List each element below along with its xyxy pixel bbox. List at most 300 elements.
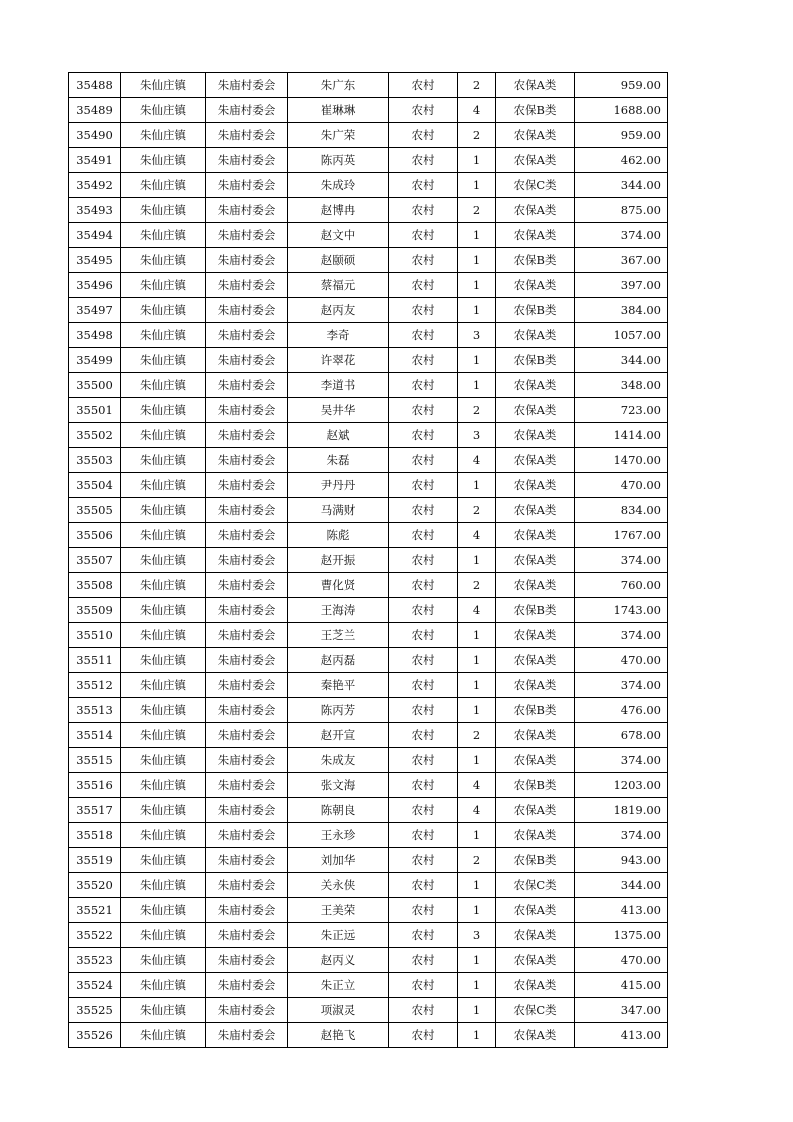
cell-person-name: 朱广荣	[288, 123, 389, 148]
cell-record-id: 35514	[69, 723, 121, 748]
cell-amount: 1470.00	[575, 448, 668, 473]
cell-amount: 374.00	[575, 673, 668, 698]
cell-insurance-category: 农保A类	[496, 898, 575, 923]
cell-town: 朱仙庄镇	[121, 423, 206, 448]
cell-village-committee: 朱庙村委会	[206, 973, 288, 998]
cell-town: 朱仙庄镇	[121, 848, 206, 873]
cell-village-committee: 朱庙村委会	[206, 1023, 288, 1048]
cell-village-committee: 朱庙村委会	[206, 548, 288, 573]
table-row	[69, 973, 668, 998]
cell-person-name: 王海涛	[288, 598, 389, 623]
cell-village-committee: 朱庙村委会	[206, 823, 288, 848]
cell-amount: 1057.00	[575, 323, 668, 348]
cell-amount: 760.00	[575, 573, 668, 598]
cell-town: 朱仙庄镇	[121, 323, 206, 348]
cell-member-count: 1	[458, 648, 496, 673]
cell-member-count: 3	[458, 923, 496, 948]
cell-record-id: 35494	[69, 223, 121, 248]
cell-insurance-category: 农保A类	[496, 473, 575, 498]
cell-insurance-category: 农保C类	[496, 873, 575, 898]
cell-household-type: 农村	[389, 473, 458, 498]
cell-person-name: 王美荣	[288, 898, 389, 923]
table-row	[69, 948, 668, 973]
table-row	[69, 373, 668, 398]
cell-member-count: 1	[458, 698, 496, 723]
cell-person-name: 朱成友	[288, 748, 389, 773]
cell-village-committee: 朱庙村委会	[206, 398, 288, 423]
cell-household-type: 农村	[389, 873, 458, 898]
cell-person-name: 陈彪	[288, 523, 389, 548]
cell-village-committee: 朱庙村委会	[206, 423, 288, 448]
cell-amount: 1375.00	[575, 923, 668, 948]
cell-amount: 875.00	[575, 198, 668, 223]
cell-member-count: 1	[458, 823, 496, 848]
table-row	[69, 348, 668, 373]
cell-person-name: 秦艳平	[288, 673, 389, 698]
cell-village-committee: 朱庙村委会	[206, 523, 288, 548]
cell-member-count: 1	[458, 173, 496, 198]
cell-town: 朱仙庄镇	[121, 223, 206, 248]
cell-village-committee: 朱庙村委会	[206, 648, 288, 673]
cell-village-committee: 朱庙村委会	[206, 998, 288, 1023]
cell-household-type: 农村	[389, 523, 458, 548]
cell-village-committee: 朱庙村委会	[206, 348, 288, 373]
cell-town: 朱仙庄镇	[121, 173, 206, 198]
cell-person-name: 赵开振	[288, 548, 389, 573]
cell-amount: 943.00	[575, 848, 668, 873]
cell-record-id: 35496	[69, 273, 121, 298]
cell-member-count: 1	[458, 248, 496, 273]
cell-town: 朱仙庄镇	[121, 723, 206, 748]
cell-record-id: 35516	[69, 773, 121, 798]
cell-household-type: 农村	[389, 548, 458, 573]
cell-amount: 344.00	[575, 173, 668, 198]
cell-insurance-category: 农保A类	[496, 573, 575, 598]
cell-village-committee: 朱庙村委会	[206, 748, 288, 773]
cell-person-name: 赵丙义	[288, 948, 389, 973]
cell-insurance-category: 农保A类	[496, 223, 575, 248]
cell-amount: 347.00	[575, 998, 668, 1023]
cell-household-type: 农村	[389, 248, 458, 273]
table-row	[69, 473, 668, 498]
cell-record-id: 35505	[69, 498, 121, 523]
cell-household-type: 农村	[389, 773, 458, 798]
cell-household-type: 农村	[389, 123, 458, 148]
cell-amount: 374.00	[575, 623, 668, 648]
cell-village-committee: 朱庙村委会	[206, 698, 288, 723]
cell-record-id: 35526	[69, 1023, 121, 1048]
cell-town: 朱仙庄镇	[121, 98, 206, 123]
cell-person-name: 朱广东	[288, 73, 389, 98]
cell-town: 朱仙庄镇	[121, 748, 206, 773]
cell-village-committee: 朱庙村委会	[206, 198, 288, 223]
cell-household-type: 农村	[389, 723, 458, 748]
table-row	[69, 248, 668, 273]
cell-amount: 374.00	[575, 548, 668, 573]
table-row	[69, 398, 668, 423]
cell-amount: 374.00	[575, 823, 668, 848]
cell-member-count: 3	[458, 323, 496, 348]
cell-household-type: 农村	[389, 1023, 458, 1048]
cell-insurance-category: 农保C类	[496, 998, 575, 1023]
cell-household-type: 农村	[389, 323, 458, 348]
cell-town: 朱仙庄镇	[121, 298, 206, 323]
cell-town: 朱仙庄镇	[121, 773, 206, 798]
cell-village-committee: 朱庙村委会	[206, 223, 288, 248]
cell-household-type: 农村	[389, 348, 458, 373]
cell-household-type: 农村	[389, 148, 458, 173]
cell-town: 朱仙庄镇	[121, 523, 206, 548]
cell-record-id: 35510	[69, 623, 121, 648]
cell-amount: 1743.00	[575, 598, 668, 623]
table-row	[69, 448, 668, 473]
cell-person-name: 项淑灵	[288, 998, 389, 1023]
cell-member-count: 2	[458, 573, 496, 598]
cell-person-name: 陈丙芳	[288, 698, 389, 723]
cell-record-id: 35498	[69, 323, 121, 348]
cell-town: 朱仙庄镇	[121, 698, 206, 723]
cell-person-name: 王芝兰	[288, 623, 389, 648]
cell-village-committee: 朱庙村委会	[206, 273, 288, 298]
cell-member-count: 1	[458, 998, 496, 1023]
cell-person-name: 朱磊	[288, 448, 389, 473]
cell-member-count: 1	[458, 673, 496, 698]
cell-person-name: 赵博冉	[288, 198, 389, 223]
cell-person-name: 张文海	[288, 773, 389, 798]
cell-village-committee: 朱庙村委会	[206, 873, 288, 898]
cell-record-id: 35500	[69, 373, 121, 398]
cell-member-count: 1	[458, 873, 496, 898]
cell-household-type: 农村	[389, 273, 458, 298]
cell-amount: 1688.00	[575, 98, 668, 123]
cell-insurance-category: 农保A类	[496, 748, 575, 773]
cell-record-id: 35488	[69, 73, 121, 98]
cell-person-name: 陈朝良	[288, 798, 389, 823]
cell-person-name: 赵斌	[288, 423, 389, 448]
table-row	[69, 423, 668, 448]
cell-member-count: 1	[458, 373, 496, 398]
cell-record-id: 35523	[69, 948, 121, 973]
cell-insurance-category: 农保A类	[496, 123, 575, 148]
cell-village-committee: 朱庙村委会	[206, 723, 288, 748]
cell-village-committee: 朱庙村委会	[206, 898, 288, 923]
cell-household-type: 农村	[389, 973, 458, 998]
cell-amount: 470.00	[575, 473, 668, 498]
cell-person-name: 王永珍	[288, 823, 389, 848]
cell-household-type: 农村	[389, 198, 458, 223]
cell-household-type: 农村	[389, 998, 458, 1023]
cell-household-type: 农村	[389, 73, 458, 98]
cell-person-name: 吴井华	[288, 398, 389, 423]
cell-amount: 344.00	[575, 348, 668, 373]
cell-member-count: 1	[458, 973, 496, 998]
cell-person-name: 崔琳琳	[288, 98, 389, 123]
cell-member-count: 2	[458, 723, 496, 748]
cell-member-count: 2	[458, 73, 496, 98]
table-row	[69, 223, 668, 248]
cell-record-id: 35490	[69, 123, 121, 148]
cell-person-name: 李道书	[288, 373, 389, 398]
cell-village-committee: 朱庙村委会	[206, 473, 288, 498]
cell-insurance-category: 农保A类	[496, 148, 575, 173]
cell-village-committee: 朱庙村委会	[206, 623, 288, 648]
table-row	[69, 798, 668, 823]
cell-person-name: 赵艳飞	[288, 1023, 389, 1048]
cell-person-name: 刘加华	[288, 848, 389, 873]
table-row	[69, 673, 668, 698]
cell-insurance-category: 农保B类	[496, 348, 575, 373]
cell-town: 朱仙庄镇	[121, 1023, 206, 1048]
cell-village-committee: 朱庙村委会	[206, 948, 288, 973]
table-row	[69, 1023, 668, 1048]
cell-town: 朱仙庄镇	[121, 823, 206, 848]
cell-member-count: 4	[458, 448, 496, 473]
cell-person-name: 赵开宣	[288, 723, 389, 748]
cell-amount: 959.00	[575, 73, 668, 98]
cell-member-count: 4	[458, 523, 496, 548]
cell-record-id: 35501	[69, 398, 121, 423]
cell-household-type: 农村	[389, 748, 458, 773]
table-row	[69, 273, 668, 298]
cell-person-name: 李奇	[288, 323, 389, 348]
cell-insurance-category: 农保B类	[496, 598, 575, 623]
cell-town: 朱仙庄镇	[121, 648, 206, 673]
cell-record-id: 35506	[69, 523, 121, 548]
cell-insurance-category: 农保A类	[496, 723, 575, 748]
cell-household-type: 农村	[389, 498, 458, 523]
cell-insurance-category: 农保B类	[496, 698, 575, 723]
cell-town: 朱仙庄镇	[121, 673, 206, 698]
cell-town: 朱仙庄镇	[121, 198, 206, 223]
cell-town: 朱仙庄镇	[121, 473, 206, 498]
cell-insurance-category: 农保A类	[496, 198, 575, 223]
cell-record-id: 35519	[69, 848, 121, 873]
cell-insurance-category: 农保A类	[496, 948, 575, 973]
table-row	[69, 323, 668, 348]
cell-member-count: 4	[458, 773, 496, 798]
cell-town: 朱仙庄镇	[121, 373, 206, 398]
cell-insurance-category: 农保B类	[496, 248, 575, 273]
cell-record-id: 35511	[69, 648, 121, 673]
cell-record-id: 35497	[69, 298, 121, 323]
cell-insurance-category: 农保A类	[496, 648, 575, 673]
table-row	[69, 73, 668, 98]
cell-amount: 344.00	[575, 873, 668, 898]
cell-insurance-category: 农保A类	[496, 323, 575, 348]
table-row	[69, 523, 668, 548]
records-table-body	[69, 73, 668, 1048]
cell-member-count: 1	[458, 348, 496, 373]
cell-amount: 959.00	[575, 123, 668, 148]
cell-member-count: 1	[458, 748, 496, 773]
cell-town: 朱仙庄镇	[121, 898, 206, 923]
cell-town: 朱仙庄镇	[121, 623, 206, 648]
table-row	[69, 648, 668, 673]
cell-record-id: 35489	[69, 98, 121, 123]
cell-person-name: 关永侠	[288, 873, 389, 898]
cell-insurance-category: 农保A类	[496, 423, 575, 448]
cell-town: 朱仙庄镇	[121, 73, 206, 98]
cell-record-id: 35515	[69, 748, 121, 773]
cell-household-type: 农村	[389, 573, 458, 598]
cell-member-count: 4	[458, 598, 496, 623]
cell-amount: 348.00	[575, 373, 668, 398]
cell-insurance-category: 农保A类	[496, 923, 575, 948]
cell-insurance-category: 农保A类	[496, 448, 575, 473]
cell-record-id: 35512	[69, 673, 121, 698]
cell-member-count: 2	[458, 398, 496, 423]
cell-insurance-category: 农保B类	[496, 298, 575, 323]
cell-village-committee: 朱庙村委会	[206, 173, 288, 198]
cell-household-type: 农村	[389, 423, 458, 448]
table-row	[69, 548, 668, 573]
cell-village-committee: 朱庙村委会	[206, 448, 288, 473]
cell-amount: 723.00	[575, 398, 668, 423]
cell-household-type: 农村	[389, 373, 458, 398]
cell-amount: 462.00	[575, 148, 668, 173]
cell-household-type: 农村	[389, 848, 458, 873]
cell-record-id: 35491	[69, 148, 121, 173]
cell-amount: 367.00	[575, 248, 668, 273]
cell-record-id: 35493	[69, 198, 121, 223]
cell-household-type: 农村	[389, 223, 458, 248]
cell-insurance-category: 农保A类	[496, 623, 575, 648]
table-row	[69, 923, 668, 948]
cell-amount: 678.00	[575, 723, 668, 748]
cell-record-id: 35517	[69, 798, 121, 823]
cell-person-name: 马满财	[288, 498, 389, 523]
cell-amount: 470.00	[575, 648, 668, 673]
cell-insurance-category: 农保A类	[496, 273, 575, 298]
cell-household-type: 农村	[389, 898, 458, 923]
table-row	[69, 698, 668, 723]
cell-record-id: 35525	[69, 998, 121, 1023]
cell-town: 朱仙庄镇	[121, 973, 206, 998]
cell-village-committee: 朱庙村委会	[206, 798, 288, 823]
table-row	[69, 998, 668, 1023]
cell-amount: 415.00	[575, 973, 668, 998]
cell-amount: 1767.00	[575, 523, 668, 548]
table-row	[69, 598, 668, 623]
cell-amount: 374.00	[575, 748, 668, 773]
cell-village-committee: 朱庙村委会	[206, 73, 288, 98]
cell-insurance-category: 农保A类	[496, 373, 575, 398]
cell-amount: 413.00	[575, 898, 668, 923]
cell-amount: 476.00	[575, 698, 668, 723]
cell-person-name: 赵颐硕	[288, 248, 389, 273]
cell-town: 朱仙庄镇	[121, 598, 206, 623]
cell-member-count: 3	[458, 423, 496, 448]
cell-record-id: 35492	[69, 173, 121, 198]
cell-village-committee: 朱庙村委会	[206, 673, 288, 698]
table-row	[69, 873, 668, 898]
cell-record-id: 35524	[69, 973, 121, 998]
table-row	[69, 898, 668, 923]
cell-person-name: 朱正远	[288, 923, 389, 948]
table-row	[69, 848, 668, 873]
cell-amount: 413.00	[575, 1023, 668, 1048]
cell-household-type: 农村	[389, 173, 458, 198]
cell-record-id: 35520	[69, 873, 121, 898]
cell-town: 朱仙庄镇	[121, 923, 206, 948]
cell-person-name: 陈丙英	[288, 148, 389, 173]
cell-insurance-category: 农保B类	[496, 848, 575, 873]
cell-town: 朱仙庄镇	[121, 948, 206, 973]
cell-member-count: 1	[458, 1023, 496, 1048]
cell-town: 朱仙庄镇	[121, 573, 206, 598]
cell-record-id: 35508	[69, 573, 121, 598]
cell-insurance-category: 农保C类	[496, 173, 575, 198]
cell-record-id: 35507	[69, 548, 121, 573]
cell-town: 朱仙庄镇	[121, 873, 206, 898]
cell-town: 朱仙庄镇	[121, 123, 206, 148]
cell-village-committee: 朱庙村委会	[206, 323, 288, 348]
cell-record-id: 35503	[69, 448, 121, 473]
cell-record-id: 35504	[69, 473, 121, 498]
cell-amount: 470.00	[575, 948, 668, 973]
cell-record-id: 35521	[69, 898, 121, 923]
cell-town: 朱仙庄镇	[121, 248, 206, 273]
cell-record-id: 35499	[69, 348, 121, 373]
table-row	[69, 173, 668, 198]
cell-insurance-category: 农保A类	[496, 798, 575, 823]
cell-insurance-category: 农保A类	[496, 73, 575, 98]
cell-household-type: 农村	[389, 948, 458, 973]
cell-village-committee: 朱庙村委会	[206, 773, 288, 798]
cell-household-type: 农村	[389, 298, 458, 323]
cell-village-committee: 朱庙村委会	[206, 98, 288, 123]
cell-member-count: 1	[458, 273, 496, 298]
cell-record-id: 35522	[69, 923, 121, 948]
cell-person-name: 蔡福元	[288, 273, 389, 298]
cell-town: 朱仙庄镇	[121, 273, 206, 298]
table-row	[69, 98, 668, 123]
cell-village-committee: 朱庙村委会	[206, 573, 288, 598]
cell-insurance-category: 农保B类	[496, 98, 575, 123]
table-row	[69, 298, 668, 323]
cell-person-name: 朱正立	[288, 973, 389, 998]
cell-village-committee: 朱庙村委会	[206, 848, 288, 873]
cell-member-count: 1	[458, 548, 496, 573]
cell-town: 朱仙庄镇	[121, 448, 206, 473]
cell-insurance-category: 农保A类	[496, 498, 575, 523]
table-row	[69, 123, 668, 148]
cell-record-id: 35518	[69, 823, 121, 848]
cell-village-committee: 朱庙村委会	[206, 298, 288, 323]
cell-household-type: 农村	[389, 398, 458, 423]
cell-village-committee: 朱庙村委会	[206, 598, 288, 623]
cell-amount: 1414.00	[575, 423, 668, 448]
cell-person-name: 尹丹丹	[288, 473, 389, 498]
cell-amount: 397.00	[575, 273, 668, 298]
cell-household-type: 农村	[389, 448, 458, 473]
cell-town: 朱仙庄镇	[121, 348, 206, 373]
cell-person-name: 赵丙磊	[288, 648, 389, 673]
cell-person-name: 曹化贤	[288, 573, 389, 598]
table-row	[69, 723, 668, 748]
cell-amount: 374.00	[575, 223, 668, 248]
cell-household-type: 农村	[389, 98, 458, 123]
cell-record-id: 35495	[69, 248, 121, 273]
cell-insurance-category: 农保A类	[496, 673, 575, 698]
cell-insurance-category: 农保B类	[496, 773, 575, 798]
cell-record-id: 35502	[69, 423, 121, 448]
cell-amount: 1819.00	[575, 798, 668, 823]
cell-village-committee: 朱庙村委会	[206, 373, 288, 398]
cell-member-count: 1	[458, 898, 496, 923]
table-row	[69, 198, 668, 223]
records-sheet	[68, 72, 667, 1048]
